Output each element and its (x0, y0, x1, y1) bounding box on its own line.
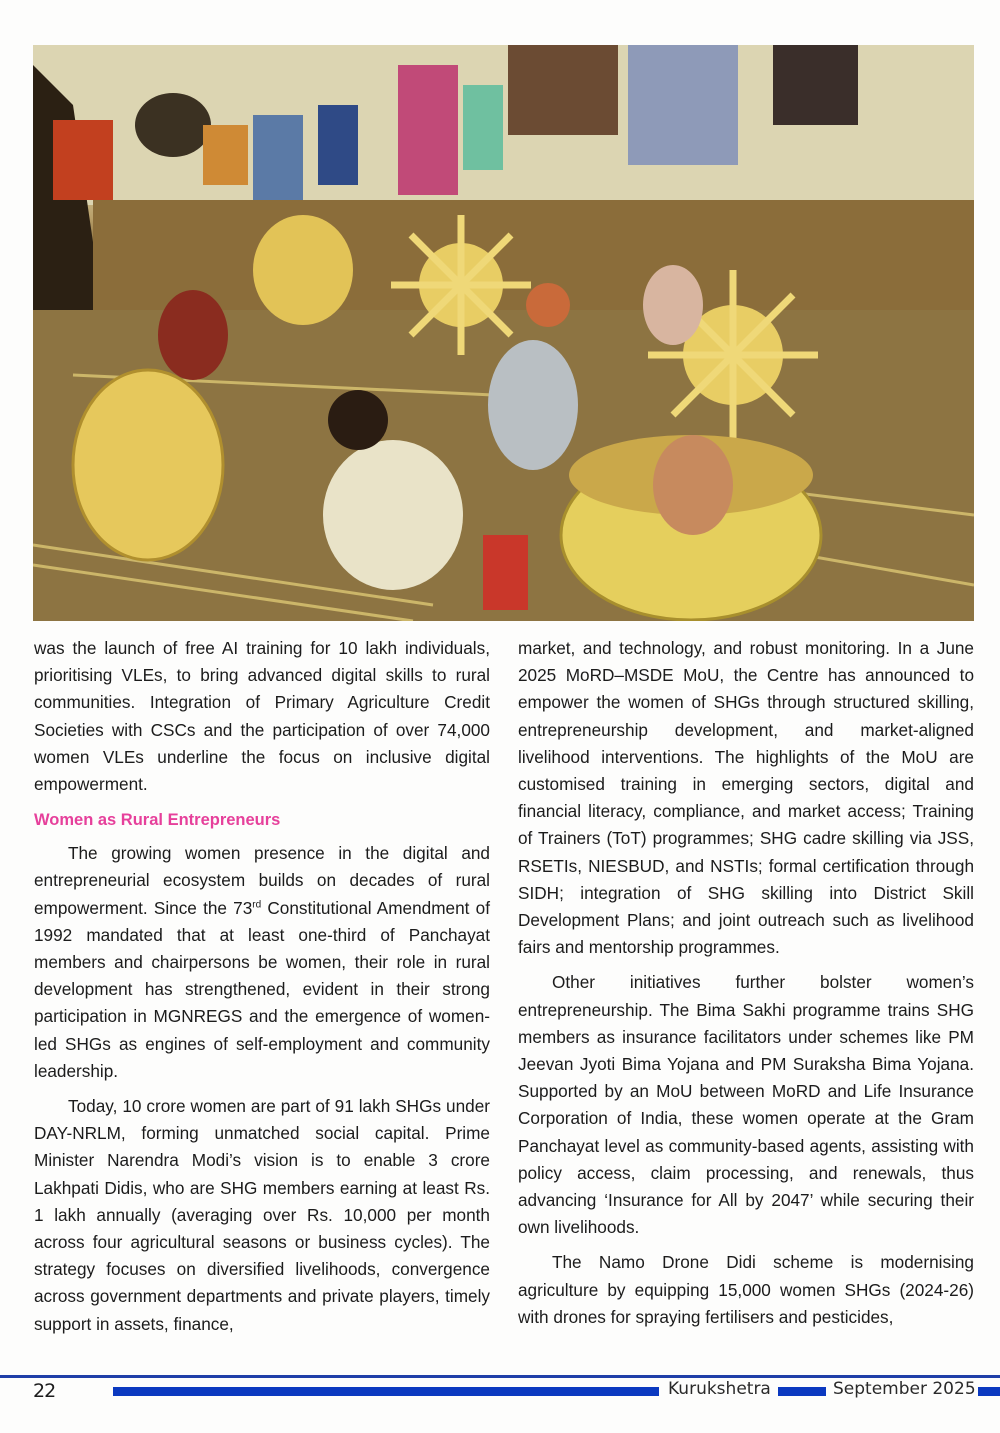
hanging-cloth (203, 125, 248, 185)
right-column (518, 635, 974, 1339)
hanging-cloth (773, 45, 858, 125)
footer-bar (978, 1387, 1000, 1396)
paragraph (34, 840, 490, 1085)
person-man (323, 440, 463, 590)
paragraph: Today, 10 crore women are part of 91 lakh SHGs under DAY-NRLM, forming unmatched social capital. Prime Minister Narendra Modi’s vision is to enable 3 crore Lakhpati Didis, who are SHG members earning at least Rs. 1 lakh annually (averaging over Rs. 10,000 per month across four agricultural seasons or business cycles). The strategy focuses on diversified livelihoods, convergence across government departments and private players, timely support in assets, finance, (34, 1096, 490, 1334)
hanging-cloth (628, 45, 738, 165)
footer-bar (113, 1387, 659, 1396)
page-number: 22 (33, 1380, 56, 1402)
paragraph: market, and technology, and robust monitoring. In a June 2025 MoRD–MSDE MoU, the Centre has announced to empower the women of SHGs through structured skilling, entrepreneurship development, and market-aligned livelihood interventions. The highlights of the MoU are customised training in emerging sectors, digital and financial literacy, compliance, and market access; Training of Trainers (ToT) programmes; SHG cadre skilling via JSS, RSETIs, NIESBUD, and NSTIs; formal certification through SIDH; integration of SHG skilling into District Skill Development Plans; and joint outreach such as livelihood fairs and mentorship programmes. (518, 638, 974, 958)
red-bag (483, 535, 528, 610)
baby (653, 435, 733, 535)
hanging-cloth (398, 65, 458, 195)
hanging-cloth (53, 120, 113, 200)
hanging-cloth (508, 45, 618, 135)
footer-bar (778, 1387, 826, 1396)
hanging-cloth (318, 105, 358, 185)
person-head (328, 390, 388, 450)
person-child (488, 340, 578, 470)
paragraph: was the launch of free AI training for 10 lakh individuals, prioritising VLEs, to bring advanced digital skills to rural communities. Integration of Primary Agriculture Credit Societies with CSCs and the participation of over 74,000 women VLEs underline the focus on inclusive digital empowerment. (34, 638, 490, 795)
hanging-basket (135, 93, 211, 157)
publication-name: Kurukshetra (668, 1379, 771, 1399)
hanging-cloth (463, 85, 503, 170)
paragraph-text: Constitutional Amendment of 1992 mandated that at least one-third of Panchayat members and chairpersons be women, their role in rural development has strengthened, evident in their strong participation in MGNREGS and the emergence of women-led SHGs as engines of self-employment and community leadership. (34, 897, 490, 1081)
section-heading: Women as Rural Entrepreneurs (34, 811, 281, 830)
person-woman (643, 265, 703, 345)
person-head (526, 283, 570, 327)
left-column (34, 635, 490, 1346)
issue-date: September 2025 (833, 1379, 976, 1399)
photo-illustration (33, 45, 974, 621)
paragraph-text: The growing women presence in the digital and entrepreneurial ecosystem builds on decades of rural empowerment. Since the 73 (34, 843, 490, 918)
basket-weaving-photo (33, 45, 974, 621)
person-woman (158, 290, 228, 380)
basket (253, 215, 353, 325)
basket (73, 370, 223, 560)
paragraph: The Namo Drone Didi scheme is modernising agriculture by equipping 15,000 women SHGs (2024-26) with drones for spraying fertilisers and pesticides, (518, 1252, 974, 1327)
paragraph: Other initiatives further bolster women’s entrepreneurship. The Bima Sakhi programme trains SHG members as insurance facilitators under schemes like PM Jeevan Jyoti Bima Yojana and PM Suraksha Bima Yojana. Supported by an MoU between MoRD and Life Insurance Corporation of India, these women operate at the Gram Panchayat level as community-based agents, assisting with policy access, claim processing, and renewals, thus advancing ‘Insurance for All by 2047’ while securing their own livelihoods. (518, 972, 974, 1238)
superscript: rd (252, 898, 262, 910)
footer-rule (0, 1375, 1000, 1378)
